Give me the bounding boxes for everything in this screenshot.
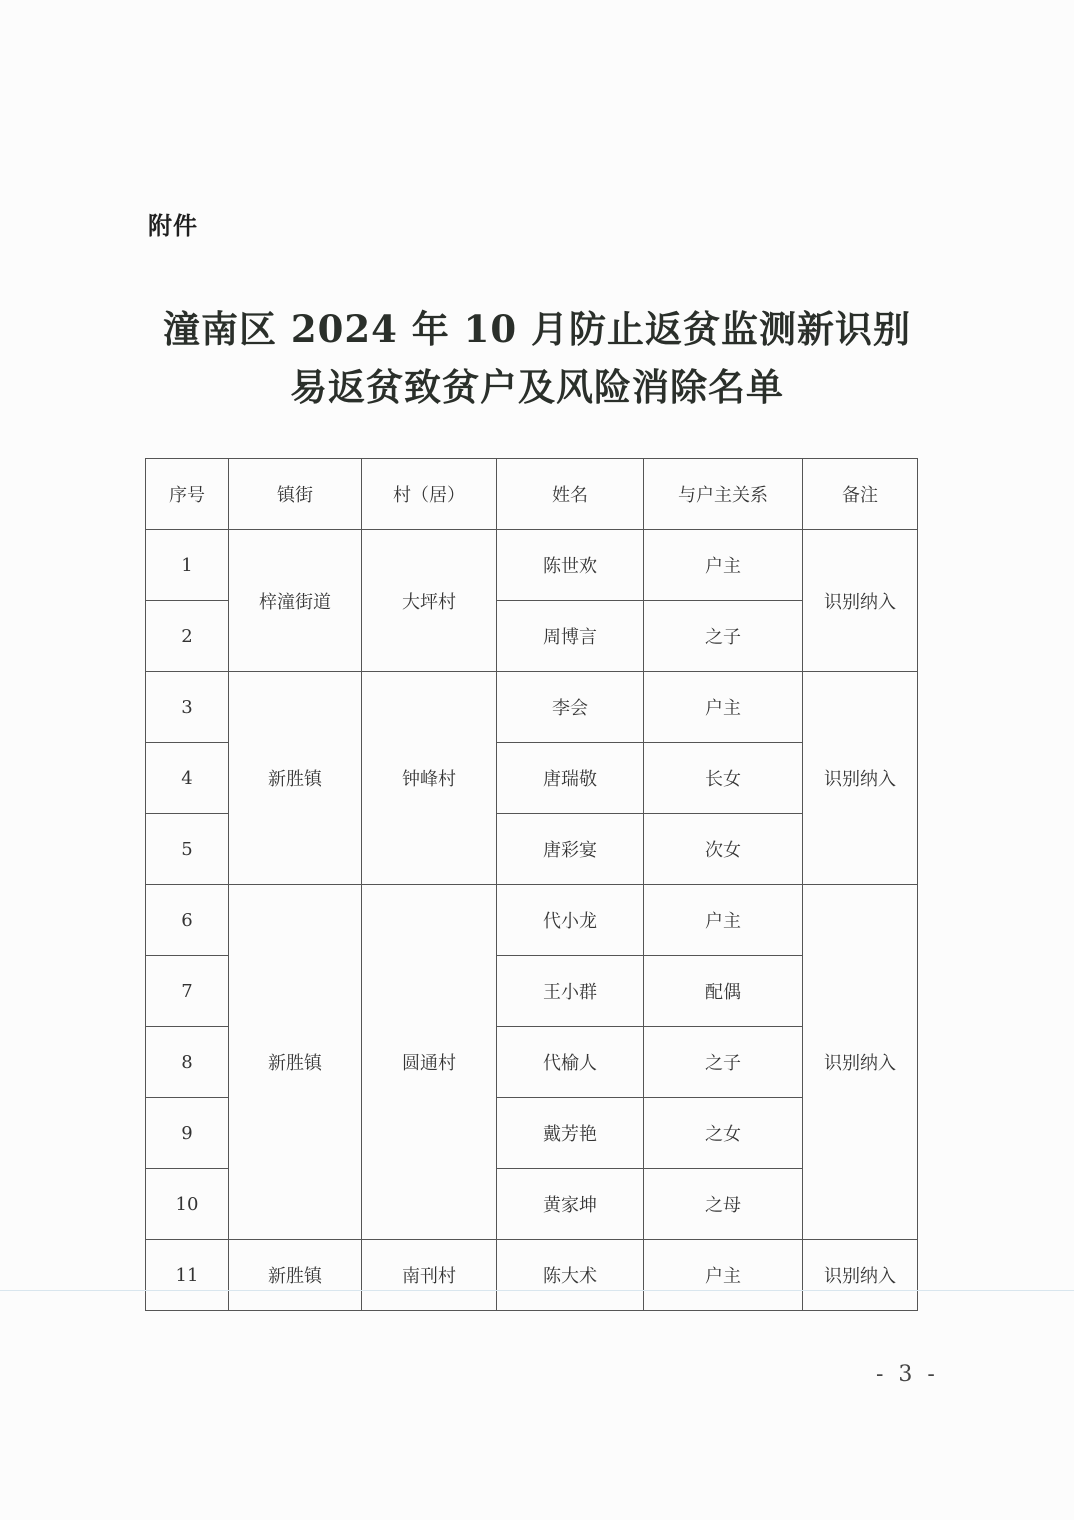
cell-name: 周博言 — [497, 601, 644, 672]
table-row — [146, 530, 918, 601]
cell-relation: 之女 — [644, 1098, 803, 1169]
attachment-label: 附件 — [148, 212, 198, 240]
cell-seq: 3 — [146, 672, 229, 743]
header-town: 镇街 — [229, 459, 362, 530]
cell-town: 梓潼街道 — [229, 530, 362, 672]
header-name: 姓名 — [497, 459, 644, 530]
cell-relation: 之母 — [644, 1169, 803, 1240]
title-line-1: 潼南区 2024 年 10 月防止返贫监测新识别 — [163, 307, 911, 351]
cell-relation: 配偶 — [644, 956, 803, 1027]
cell-relation: 户主 — [644, 885, 803, 956]
cell-relation: 户主 — [644, 1240, 803, 1311]
cell-relation: 户主 — [644, 672, 803, 743]
cell-name: 黄家坤 — [497, 1169, 644, 1240]
cell-relation: 之子 — [644, 601, 803, 672]
cell-remark: 识别纳入 — [803, 885, 918, 1240]
cell-relation: 次女 — [644, 814, 803, 885]
table-row — [146, 1240, 918, 1311]
cell-town: 新胜镇 — [229, 1240, 362, 1311]
cell-village: 南刊村 — [362, 1240, 497, 1311]
cell-seq: 2 — [146, 601, 229, 672]
cell-seq: 8 — [146, 1027, 229, 1098]
cell-relation: 之子 — [644, 1027, 803, 1098]
cell-remark: 识别纳入 — [803, 672, 918, 885]
cell-village: 钟峰村 — [362, 672, 497, 885]
table-row — [146, 672, 918, 743]
cell-seq: 10 — [146, 1169, 229, 1240]
cell-name: 代小龙 — [497, 885, 644, 956]
cell-seq: 9 — [146, 1098, 229, 1169]
cell-name: 唐彩宴 — [497, 814, 644, 885]
header-remark: 备注 — [803, 459, 918, 530]
cell-seq: 4 — [146, 743, 229, 814]
header-seq: 序号 — [146, 459, 229, 530]
table-row — [146, 885, 918, 956]
cell-seq: 5 — [146, 814, 229, 885]
document-title — [0, 300, 1074, 416]
cell-name: 王小群 — [497, 956, 644, 1027]
cell-name: 陈世欢 — [497, 530, 644, 601]
cell-seq: 11 — [146, 1240, 229, 1311]
cell-relation: 长女 — [644, 743, 803, 814]
header-village: 村（居） — [362, 459, 497, 530]
cell-town: 新胜镇 — [229, 672, 362, 885]
cell-town: 新胜镇 — [229, 885, 362, 1240]
cell-name: 戴芳艳 — [497, 1098, 644, 1169]
cell-name: 陈大术 — [497, 1240, 644, 1311]
cell-relation: 户主 — [644, 530, 803, 601]
cell-seq: 1 — [146, 530, 229, 601]
header-relation: 与户主关系 — [644, 459, 803, 530]
cell-name: 代榆人 — [497, 1027, 644, 1098]
cell-remark: 识别纳入 — [803, 530, 918, 672]
table-header-row — [146, 459, 918, 530]
page-number: - 3 - — [876, 1362, 939, 1387]
cell-village: 大坪村 — [362, 530, 497, 672]
cell-village: 圆通村 — [362, 885, 497, 1240]
scan-artifact-line — [0, 1290, 1074, 1291]
cell-name: 唐瑞敬 — [497, 743, 644, 814]
cell-seq: 7 — [146, 956, 229, 1027]
cell-name: 李会 — [497, 672, 644, 743]
title-line-2: 易返贫致贫户及风险消除名单 — [290, 365, 784, 409]
household-table — [145, 458, 918, 1311]
cell-remark: 识别纳入 — [803, 1240, 918, 1311]
cell-seq: 6 — [146, 885, 229, 956]
